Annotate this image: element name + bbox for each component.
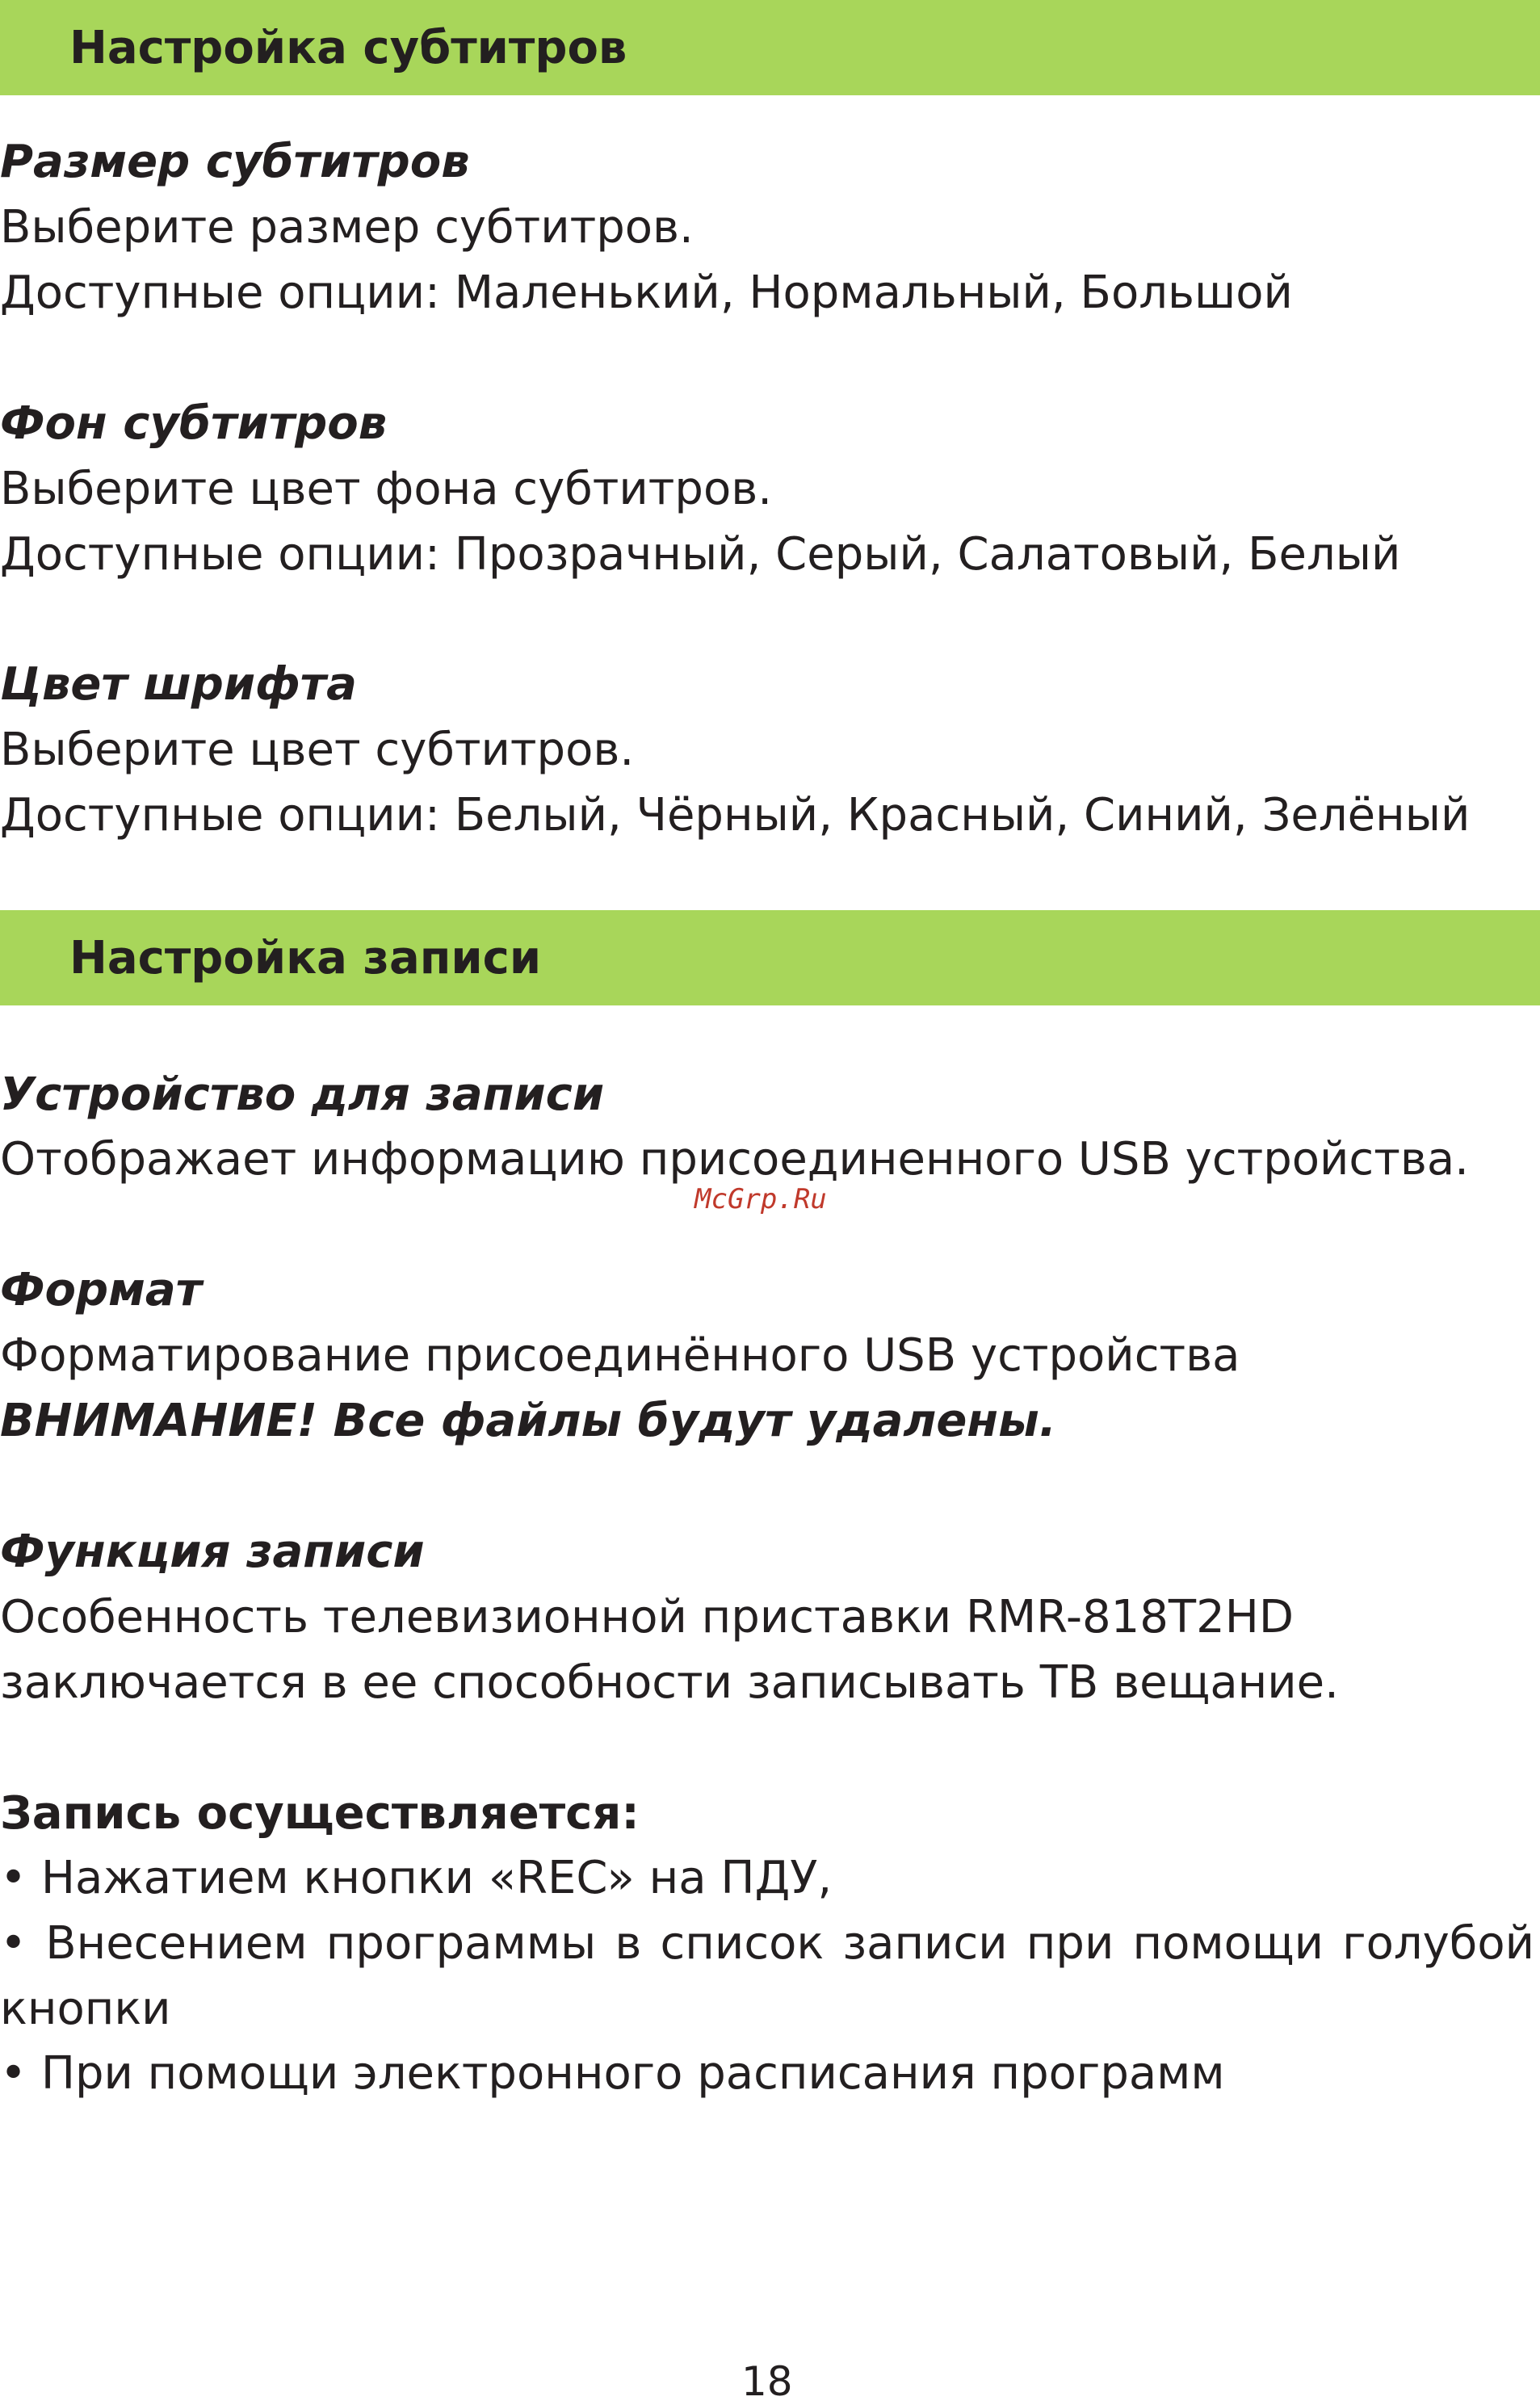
text-subtitle-size-description: Выберите размер субтитров. bbox=[0, 201, 694, 254]
text-recording-function-line1: Особенность телевизионной приставки RMR-818T2HD bbox=[0, 1591, 1294, 1643]
text-font-color-description: Выберите цвет субтитров. bbox=[0, 724, 635, 776]
list-item-blue-button: • Внесением программы в список записи при помощи голубой bbox=[0, 1917, 1534, 1970]
list-item-epg: • При помощи электронного расписания программ bbox=[0, 2047, 1225, 2100]
text-font-color-options: Доступные опции: Белый, Чёрный, Красный, Синий, Зелёный bbox=[0, 789, 1471, 842]
heading-font-color: Цвет шрифта bbox=[0, 658, 357, 711]
heading-subtitle-background: Фон субтитров bbox=[0, 397, 388, 450]
text-subtitle-background-description: Выберите цвет фона субтитров. bbox=[0, 463, 773, 515]
heading-subtitle-size: Размер субтитров bbox=[0, 136, 470, 188]
text-format-warning: ВНИМАНИЕ! Все файлы будут удалены. bbox=[0, 1395, 1057, 1447]
list-item-blue-button-cont: кнопки bbox=[0, 1983, 171, 2035]
heading-recording-methods: Запись осуществляется: bbox=[0, 1787, 640, 1840]
text-format-description: Форматирование присоединённого USB устройства bbox=[0, 1329, 1240, 1382]
list-item-rec-button: • Нажатием кнопки «REC» на ПДУ, bbox=[0, 1852, 833, 1904]
text-subtitle-background-options: Доступные опции: Прозрачный, Серый, Салатовый, Белый bbox=[0, 528, 1401, 581]
text-recording-device-description: Отображает информацию присоединенного USB устройства. bbox=[0, 1133, 1469, 1186]
section-title-subtitles: Настройка субтитров bbox=[69, 22, 627, 74]
page-number: 18 bbox=[741, 2358, 793, 2405]
text-recording-function-line2: заключается в ее способности записывать ТВ вещание. bbox=[0, 1656, 1339, 1709]
section-bar-subtitles bbox=[0, 0, 1540, 95]
heading-format: Формат bbox=[0, 1264, 203, 1316]
watermark: McGrp.Ru bbox=[694, 1183, 827, 1215]
heading-recording-function: Функция записи bbox=[0, 1526, 425, 1578]
text-subtitle-size-options: Доступные опции: Маленький, Нормальный, Большой bbox=[0, 267, 1293, 319]
section-bar-recording bbox=[0, 910, 1540, 1005]
heading-recording-device: Устройство для записи bbox=[0, 1068, 605, 1121]
section-title-recording: Настройка записи bbox=[69, 932, 542, 984]
